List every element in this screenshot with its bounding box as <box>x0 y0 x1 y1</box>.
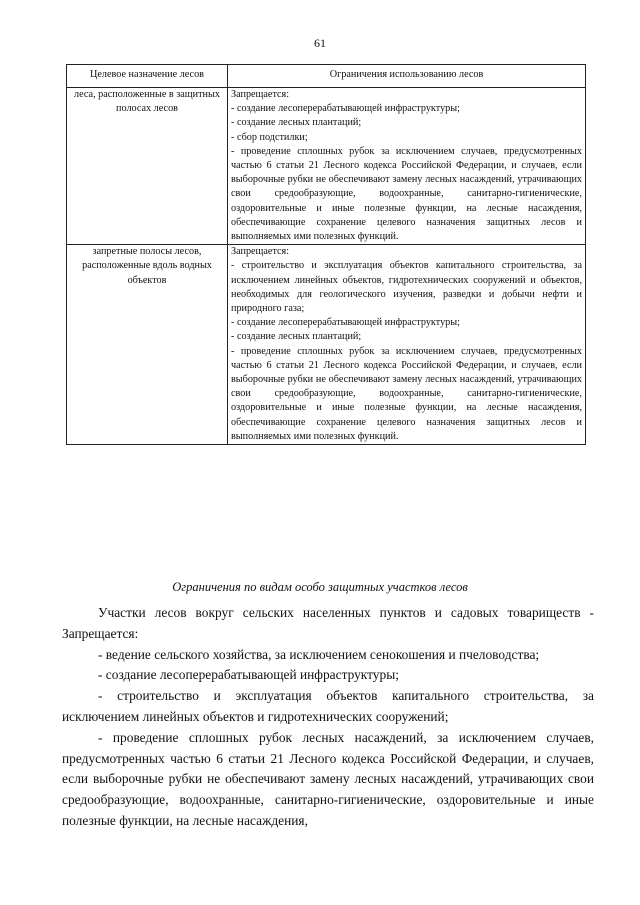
restrictions-cell <box>228 88 586 245</box>
restriction-line: Запрещается: <box>231 89 290 100</box>
restriction-line: - создание лесных плантаций; <box>231 117 362 129</box>
table-header-row <box>67 65 586 88</box>
section-body <box>62 603 594 832</box>
restriction-line: Запрещается: <box>231 246 290 258</box>
restriction-line: - строительство и эксплуатация объектов капитального строительства, за исключением линейных объектов, гидротехнических сооружений и объектов, необходимых для геологического изучения, разведки и добычи нефти и природного газа; <box>231 260 582 315</box>
table-row <box>67 88 586 245</box>
restriction-line: - проведение сплошных рубок за исключением случаев, предусмотренных частью 6 статьи 21 Лесного кодекса Российской Федерации, и случаев, если выборочные рубки не обеспечивают замену лесных насаждений, утрачивающих свои средообразующие, водоохранные, санитарно-гигиенические, оздоровительные и иные полезные функции, на лесные насаждения, обеспечивающие сохранение целевого назначения защитных лесов и выполняемых ими полезных функций. <box>231 345 582 442</box>
restriction-line: - создание лесоперерабатывающей инфраструктуры; <box>231 103 460 115</box>
purpose-cell: леса, расположенные в защитных полосах лесов <box>67 88 228 245</box>
section-item: - строительство и эксплуатация объектов капитального строительства, за исключением линейных объектов и гидротехнических сооружений; <box>62 688 594 724</box>
page-number: 61 <box>314 36 326 50</box>
header-restrictions: Ограничения использованию лесов <box>228 65 586 88</box>
section-item: - проведение сплошных рубок лесных насаждений, за исключением случаев, предусмотренных частью 6 статьи 21 Лесного кодекса Российской Федерации, и случаев, если выборочные рубки не обеспечивают замену лесных насаждений, утрачивающих свои средообразующие, водоохранные, санитарно-гигиенические, оздоровительные и иные полезные функции, на лесные насаждения, <box>62 729 594 828</box>
section-intro: Участки лесов вокруг сельских населенных пунктов и садовых товариществ - Запрещается: <box>62 605 594 641</box>
header-purpose: Целевое назначение лесов <box>67 65 228 88</box>
section-title: Ограничения по видам особо защитных участков лесов <box>172 580 468 594</box>
restrictions-cell <box>228 245 586 445</box>
table-row <box>67 245 586 445</box>
restriction-line: - создание лесоперерабатывающей инфраструктуры; <box>231 317 460 329</box>
section-item: - ведение сельского хозяйства, за исключением сенокошения и пчеловодства; <box>98 646 540 662</box>
section-item: - создание лесоперерабатывающей инфраструктуры; <box>98 667 399 683</box>
restriction-line: - проведение сплошных рубок за исключением случаев, предусмотренных частью 6 статьи 21 Лесного кодекса Российской Федерации, и случаев, если выборочные рубки не обеспечивают замену лесных насаждений, утрачивающих свои средообразующие, водоохранные, санитарно-гигиенические, оздоровительные и иные полезные функции, на лесные насаждения, обеспечивающие сохранение целевого назначения защитных лесов и выполняемых ими полезных функций. <box>231 145 582 243</box>
purpose-cell: запретные полосы лесов, расположенные вдоль водных объектов <box>67 245 228 445</box>
restriction-line: - создание лесных плантаций; <box>231 331 362 343</box>
restriction-line: - сбор подстилки; <box>231 131 308 143</box>
restrictions-table <box>66 64 586 445</box>
